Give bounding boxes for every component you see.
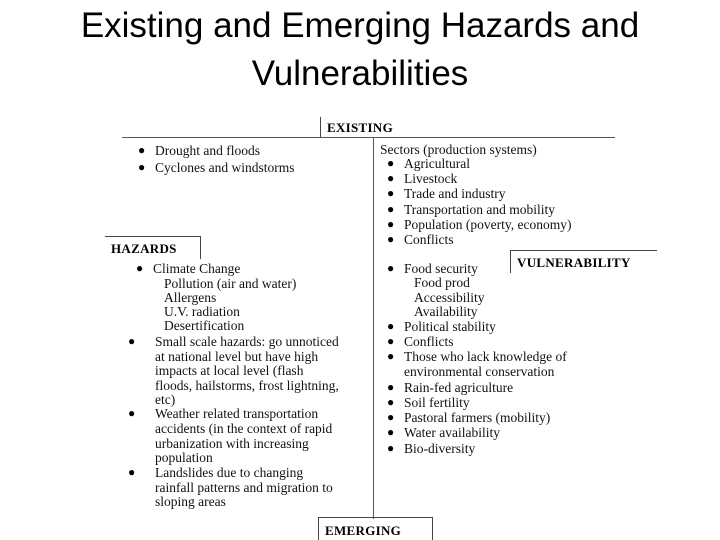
bullet-icon: ● (387, 380, 395, 394)
emerging-vulnerability-subitem: Food prod (414, 275, 470, 290)
emerging-hazard-item-cont: accidents (in the context of rapid (155, 421, 333, 436)
emerging-hazard-item-cont: impacts at local level (flash (155, 363, 304, 378)
emerging-hazard-item-cont: at national level but have high (155, 349, 319, 364)
emerging-hazard-item-cont: rainfall patterns and migration to (155, 480, 333, 495)
emerging-vulnerability-item: Political stability (404, 319, 496, 334)
emerging-vulnerability-item: Food security (404, 261, 478, 276)
hazards-label-box (105, 236, 201, 259)
bullet-icon: ● (387, 186, 395, 200)
emerging-vulnerability-item: Those who lack knowledge of (404, 349, 567, 364)
existing-vulnerability-item: Population (poverty, economy) (404, 217, 572, 232)
emerging-hazard-item: Climate Change (153, 261, 241, 276)
bullet-icon: ● (387, 319, 395, 333)
bullet-icon: ● (387, 171, 395, 185)
emerging-vulnerability-item: Rain-fed agriculture (404, 380, 514, 395)
vulnerability-label-box (510, 250, 657, 273)
hazards-label: HAZARDS (111, 241, 177, 256)
emerging-hazard-item: Small scale hazards: go unnoticed (155, 334, 339, 349)
emerging-vulnerability-item: Pastoral farmers (mobility) (404, 410, 551, 425)
existing-vulnerability-item: Conflicts (404, 232, 454, 247)
bullet-icon: ● (387, 334, 395, 348)
emerging-vulnerability-item: Bio-diversity (404, 441, 476, 456)
bullet-icon: ● (387, 217, 395, 231)
bullet-icon: ● (387, 410, 395, 424)
bullet-icon: ● (138, 143, 146, 157)
emerging-hazard-subitem: Allergens (164, 290, 217, 305)
emerging-hazard-item-cont: etc) (155, 392, 176, 407)
emerging-label: EMERGING (325, 523, 402, 538)
slide-title-line1: Existing and Emerging Hazards and (80, 6, 640, 45)
emerging-label-box (318, 517, 433, 540)
emerging-hazard-item-cont: floods, hailstorms, frost lightning, (155, 378, 339, 393)
emerging-vulnerability-item: Conflicts (404, 334, 454, 349)
existing-vulnerability-item: Livestock (404, 171, 458, 186)
emerging-hazard-item-cont: population (155, 450, 213, 465)
bullet-icon: ● (387, 156, 395, 170)
bullet-icon: ● (387, 441, 395, 455)
bullet-icon: ● (387, 425, 395, 439)
bullet-icon: ● (387, 261, 395, 275)
emerging-hazard-item-cont: sloping areas (155, 494, 226, 509)
bullet-icon: ● (387, 232, 395, 246)
slide-title-line2: Vulnerabilities (251, 54, 469, 93)
emerging-hazard-subitem: Pollution (air and water) (164, 276, 297, 291)
existing-hazard-item: Drought and floods (155, 143, 260, 158)
bullet-icon: ● (128, 465, 136, 479)
emerging-hazard-item: Weather related transportation (155, 406, 319, 421)
existing-label: EXISTING (327, 120, 393, 135)
bullet-icon: ● (128, 334, 136, 348)
bullet-icon: ● (128, 406, 136, 420)
existing-vulnerability-item: Trade and industry (404, 186, 506, 201)
bullet-icon: ● (136, 261, 144, 275)
existing-hazard-item: Cyclones and windstorms (155, 160, 295, 175)
emerging-vulnerability-subitem: Accessibility (414, 290, 485, 305)
bullet-icon: ● (387, 395, 395, 409)
existing-vulnerability-item: Transportation and mobility (404, 202, 555, 217)
emerging-vulnerability-item-cont: environmental conservation (404, 364, 555, 379)
emerging-hazard-item-cont: urbanization with increasing (155, 436, 309, 451)
emerging-hazard-item: Landslides due to changing (155, 465, 304, 480)
emerging-vulnerability-subitem: Availability (414, 304, 478, 319)
bullet-icon: ● (138, 160, 146, 174)
vulnerability-label: VULNERABILITY (517, 255, 631, 270)
sectors-heading: Sectors (production systems) (380, 142, 537, 157)
bullet-icon: ● (387, 202, 395, 216)
existing-label-box (320, 117, 406, 137)
horizontal-divider (122, 137, 615, 138)
emerging-hazard-subitem: Desertification (164, 318, 245, 333)
vertical-divider (373, 137, 374, 519)
emerging-vulnerability-item: Water availability (404, 425, 500, 440)
emerging-hazard-subitem: U.V. radiation (164, 304, 240, 319)
bullet-icon: ● (387, 349, 395, 363)
emerging-vulnerability-item: Soil fertility (404, 395, 470, 410)
existing-vulnerability-item: Agricultural (404, 156, 470, 171)
